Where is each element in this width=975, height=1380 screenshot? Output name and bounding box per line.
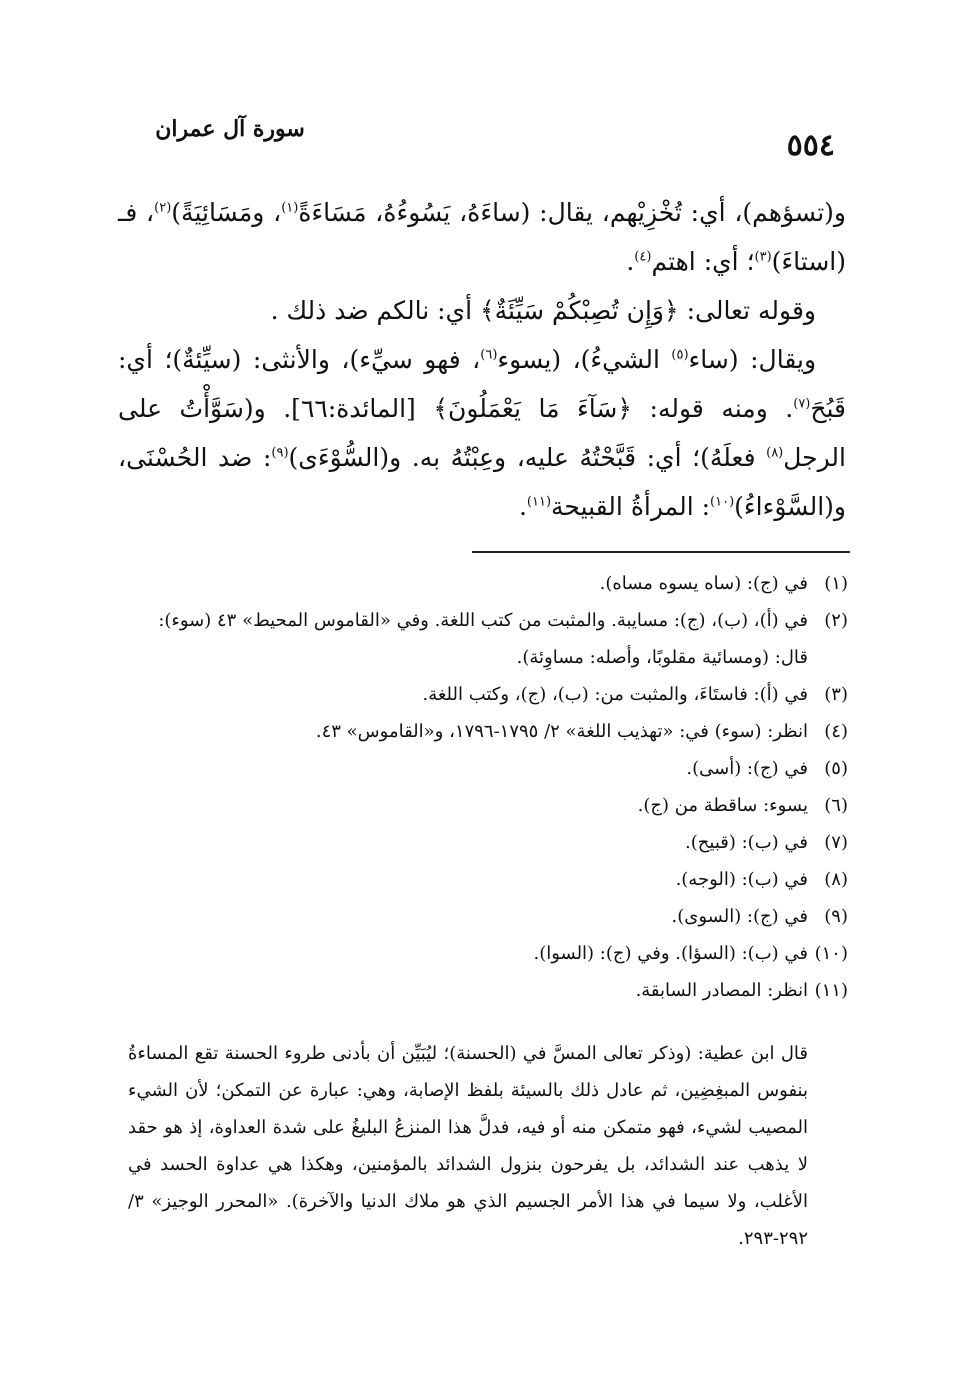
- footnote-text: في (أ)، (ب)، (ج): مسايبة. والمثبت من كتب اللغة. وفي «القاموس المحيط» ٤٣ (سوء): قال: (ومسائية مقلوبًا، وأصله: مساوِئة).: [158, 610, 808, 668]
- footnote-text: في (ج): (السوى).: [671, 906, 808, 927]
- footnote-ref: (٢): [154, 200, 172, 216]
- footnote-separator: [472, 551, 850, 553]
- commentary-paragraph: قال ابن عطية: (وذكر تعالى المسَّ في (الحسنة)؛ ليُبَيِّن أن بأدنى طروء الحسنة تقع المساءةُ بنفوس المبغِضِين، ثم عادل ذلك بالسيئة بلفظ الإصابة، وهي: عبارة عن التمكن؛ لأن الشيء المصيب لشيء، فهو متمكن منه أو فيه، فدلَّ هذا المنزعُ البليغُ على شدة العداوة، إذ هو حقد لا يذهب عند الشدائد، بل يفرحون بنزول الشدائد بالمؤمنين، وهكذا هي عداوة الحسد في الأغلب، ولا سيما في هذا الأمر الجسيم الذي هو ملاك الدنيا والآخرة). «المحرر الوجيز» ٣/ ٢٩٢-٢٩٣.: [128, 1043, 808, 1249]
- footnote: [150, 824, 848, 861]
- footnote-text: انظر: المصادر السابقة.: [635, 980, 808, 1001]
- footnote: [150, 565, 848, 602]
- footnote-number: (٦): [824, 795, 848, 816]
- footnote: [150, 602, 848, 676]
- footnote-number: (١): [824, 573, 848, 594]
- footnote: [150, 787, 848, 824]
- footnote: [150, 713, 848, 750]
- main-text: [118, 188, 846, 531]
- footnote-ref: (٥): [671, 347, 689, 363]
- footnote-text: في (ج): (أسى).: [686, 758, 808, 779]
- footnote-number: (٧): [824, 832, 848, 853]
- footnote-number: (٤): [824, 721, 848, 742]
- footnote-ref: (٨): [766, 445, 784, 461]
- footnote: [150, 935, 848, 972]
- footnote-text: انظر: (سوء) في: «تهذيب اللغة» ٢/ ١٧٩٥-١٧٩٦، و«القاموس» ٤٣.: [315, 721, 808, 742]
- footnote-ref: (١١): [526, 494, 552, 510]
- footnote-number: (٢): [824, 610, 848, 631]
- main-paragraph-1: و(تسؤهم)، أي: تُخْزِيْهم، يقال: (ساءَهُ، يَسُوءُهُ، مَسَاءَةً$^{(١)}$، ومَسَائِيَةً)$^{(٢)}$، فـ (استاءَ)$^{(٣)}$؛ أي: اهتم$^{(٤)}$.: [118, 198, 847, 276]
- footnote-ref: (٧): [793, 396, 811, 412]
- footnote-ref: (٤): [634, 249, 652, 265]
- footnote-text: يسوء: ساقطة من (ج).: [637, 795, 808, 816]
- footnote-text: في (ج): (ساه يسوه مساه).: [599, 573, 808, 594]
- footnotes: [150, 565, 848, 1009]
- page-number: ٥٥٤: [786, 128, 835, 163]
- footnote: [150, 676, 848, 713]
- footnote: [150, 750, 848, 787]
- main-paragraph-3: ويقال: (ساء$^{(٥)}$ الشيءُ)، (يسوء$^{(٦)}$، فهو سيِّء)، والأنثى: (سيِّئةٌ)؛ أي: قَبُحَ$^{(٧)}$. ومنه قوله: ﴿سَآءَ مَا يَعْمَلُونَ﴾ [المائدة:٦٦]. و(سَوَّأْتُ على الرجل$^{(٨)}$ فعلَهُ)؛ أي: قَبَّحْتُهُ عليه، وعِبْتُهُ به. و(السُّوْءَى)$^{(٩)}$: ضد الحُسْنَى، و(السَّوْءاءُ)$^{(١٠)}$: المرأةُ القبيحة$^{(١١)}$.: [118, 345, 847, 521]
- footnote-number: (١٠): [814, 943, 848, 964]
- footnote-number: (٥): [824, 758, 848, 779]
- footnote: [150, 861, 848, 898]
- footnote-number: (١١): [814, 980, 848, 1001]
- footnote-text: في (ب): (قبيح).: [685, 832, 808, 853]
- footnote-number: (٣): [824, 684, 848, 705]
- footnote-text: في (ب): (الوجه).: [675, 869, 808, 890]
- footnote-ref: (١): [281, 200, 299, 216]
- footnote-number: (٩): [824, 906, 848, 927]
- footnote-text: في (ب): (السؤا). وفي (ج): (السوا).: [533, 943, 808, 964]
- running-header-title: سورة آل عمران: [155, 116, 305, 142]
- footnote-ref: (١٠): [710, 494, 735, 510]
- footnote-ref: (٩): [271, 445, 289, 461]
- footnote-ref: (٣): [754, 249, 772, 265]
- footnote: [150, 898, 848, 935]
- footnote-ref: (٦): [480, 347, 498, 363]
- footnote-text: في (أ): فاستَاءَ، والمثبت من: (ب)، (ج)، وكتب اللغة.: [422, 684, 808, 705]
- main-paragraph-2: وقوله تعالى: ﴿وَإِن تُصِبْكُمْ سَيِّئَةٌ﴾ أي: نالكم ضد ذلك .: [270, 296, 816, 325]
- footnote: [150, 972, 848, 1009]
- footnote-number: (٨): [824, 869, 848, 890]
